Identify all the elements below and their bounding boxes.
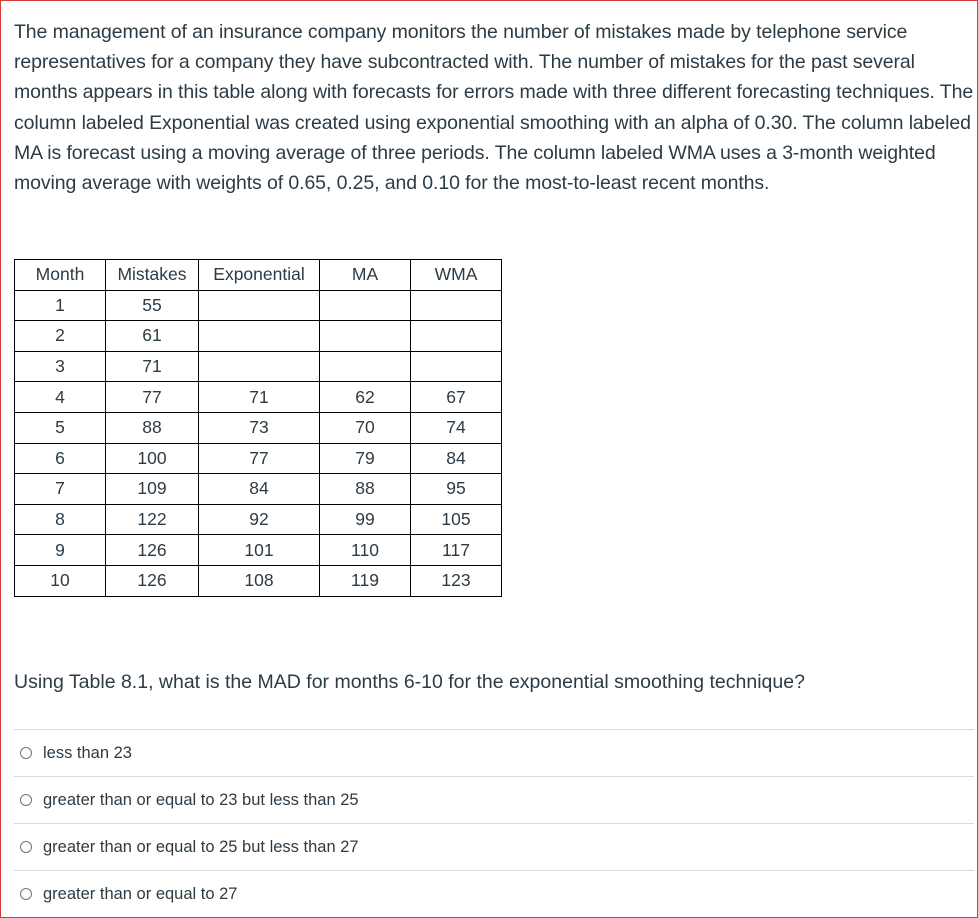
table-cell: 77 xyxy=(106,382,199,413)
answer-option-4[interactable] xyxy=(14,870,974,917)
answer-option-label: greater than or equal to 27 xyxy=(43,884,238,903)
table-cell: 109 xyxy=(106,474,199,505)
table-cell: 88 xyxy=(106,412,199,443)
answer-list xyxy=(14,729,974,917)
table-cell: 105 xyxy=(411,504,502,535)
table-cell: 117 xyxy=(411,535,502,566)
radio-button-icon[interactable] xyxy=(20,888,32,900)
table-cell: 55 xyxy=(106,290,199,321)
table-cell: 1 xyxy=(15,290,106,321)
table-cell xyxy=(320,321,411,352)
table-cell: 70 xyxy=(320,412,411,443)
table-cell: 101 xyxy=(199,535,320,566)
table-cell: 126 xyxy=(106,535,199,566)
column-header-mistakes: Mistakes xyxy=(106,260,199,291)
table-cell xyxy=(199,290,320,321)
table-cell: 3 xyxy=(15,351,106,382)
table-cell: 92 xyxy=(199,504,320,535)
table-cell xyxy=(411,290,502,321)
radio-button-icon[interactable] xyxy=(20,841,32,853)
table-cell: 4 xyxy=(15,382,106,413)
table-cell: 71 xyxy=(106,351,199,382)
table-cell: 84 xyxy=(411,443,502,474)
table-row xyxy=(15,565,502,596)
table-cell: 61 xyxy=(106,321,199,352)
table-cell: 100 xyxy=(106,443,199,474)
table-cell xyxy=(320,290,411,321)
table-cell: 88 xyxy=(320,474,411,505)
table-cell: 123 xyxy=(411,565,502,596)
table-cell: 110 xyxy=(320,535,411,566)
table-cell: 84 xyxy=(199,474,320,505)
table-row xyxy=(15,321,502,352)
table-cell: 74 xyxy=(411,412,502,443)
table-cell: 7 xyxy=(15,474,106,505)
table-row xyxy=(15,504,502,535)
table-cell xyxy=(199,351,320,382)
table-row xyxy=(15,382,502,413)
table-cell: 122 xyxy=(106,504,199,535)
column-header-ma: MA xyxy=(320,260,411,291)
table-cell xyxy=(320,351,411,382)
table-cell: 99 xyxy=(320,504,411,535)
table-cell xyxy=(411,351,502,382)
table-cell: 8 xyxy=(15,504,106,535)
answer-option-2[interactable] xyxy=(14,776,974,823)
data-table xyxy=(14,259,502,597)
table-cell: 126 xyxy=(106,565,199,596)
table-cell xyxy=(411,321,502,352)
radio-button-icon[interactable] xyxy=(20,747,32,759)
question-prompt: Using Table 8.1, what is the MAD for months 6-10 for the exponential smoothing technique? xyxy=(14,671,805,693)
table-cell: 67 xyxy=(411,382,502,413)
table-cell: 108 xyxy=(199,565,320,596)
table-cell: 6 xyxy=(15,443,106,474)
table-row xyxy=(15,474,502,505)
table-cell: 77 xyxy=(199,443,320,474)
column-header-month: Month xyxy=(15,260,106,291)
column-header-exponential: Exponential xyxy=(199,260,320,291)
table-cell: 119 xyxy=(320,565,411,596)
column-header-wma: WMA xyxy=(411,260,502,291)
table-cell: 10 xyxy=(15,565,106,596)
table-cell xyxy=(199,321,320,352)
table-row xyxy=(15,535,502,566)
table-row xyxy=(15,443,502,474)
table-row xyxy=(15,351,502,382)
answer-option-1[interactable] xyxy=(14,729,974,776)
table-row xyxy=(15,412,502,443)
table-cell: 62 xyxy=(320,382,411,413)
table-cell: 73 xyxy=(199,412,320,443)
table-cell: 95 xyxy=(411,474,502,505)
table-cell: 71 xyxy=(199,382,320,413)
table-cell: 2 xyxy=(15,321,106,352)
table-header-row xyxy=(15,260,502,291)
table-cell: 5 xyxy=(15,412,106,443)
answer-option-label: less than 23 xyxy=(43,743,132,762)
answer-option-3[interactable] xyxy=(14,823,974,870)
answer-option-label: greater than or equal to 23 but less than 25 xyxy=(43,790,359,809)
table-row xyxy=(15,290,502,321)
answer-option-label: greater than or equal to 25 but less than 27 xyxy=(43,837,359,856)
table-cell: 79 xyxy=(320,443,411,474)
question-intro-text: The management of an insurance company monitors the number of mistakes made by telephone service representatives for a company they have subcontracted with. The number of mistakes for the past several months appears in this table along with forecasts for errors made with three different forecasting techniques. The column labeled Exponential was created using exponential smoothing with an alpha of 0.30. The column labeled MA is forecast using a moving average of three periods. The column labeled WMA uses a 3-month weighted moving average with weights of 0.65, 0.25, and 0.10 for the most-to-least recent months. xyxy=(14,21,974,195)
table-cell: 9 xyxy=(15,535,106,566)
radio-button-icon[interactable] xyxy=(20,794,32,806)
